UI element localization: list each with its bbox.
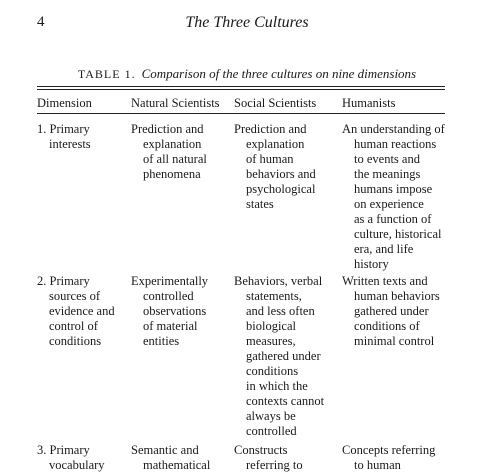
table-cell-line: culture, historical: [354, 227, 442, 241]
table-cell-line: entities: [143, 334, 180, 348]
table-header-rule: [37, 113, 445, 114]
table-cell-line: 3. Primary: [37, 443, 90, 457]
table-cell-line: human reactions: [354, 137, 437, 151]
table-cell-line: on experience: [354, 197, 424, 211]
table-cell-natural: [131, 122, 207, 182]
table-cell-dimension: [37, 122, 91, 152]
table-cell-line: minimal control: [354, 334, 435, 348]
table-cell-line: 1. Primary: [37, 122, 90, 136]
table-cell-line: An understanding of: [342, 122, 445, 136]
table-cell-line: the meanings: [354, 167, 421, 181]
table-cell-line: Experimentally: [131, 274, 209, 288]
table-cell-line: human behaviors: [354, 289, 440, 303]
table-cell-line: of human: [246, 152, 294, 166]
table-cell-natural: [131, 274, 208, 349]
table-cell-line: Written texts and: [342, 274, 428, 288]
table-cell-line: observations: [143, 304, 207, 318]
table-cell-line: vocabulary: [49, 458, 105, 472]
table-cell-line: Behaviors, verbal: [234, 274, 323, 288]
table-cell-social: [234, 274, 324, 439]
table-cell-line: explanation: [246, 137, 305, 151]
table-cell-line: to events and: [354, 152, 420, 166]
header-humanists: Humanists: [342, 96, 396, 110]
table-top-rule: [37, 86, 445, 87]
header-social-scientists: Social Scientists: [234, 96, 317, 110]
table-cell-line: always be: [246, 409, 296, 423]
table-cell-line: conditions: [246, 364, 299, 378]
table-cell-line: biological: [246, 319, 296, 333]
running-head: The Three Cultures: [185, 14, 309, 31]
table-cell-line: conditions of: [354, 319, 420, 333]
table-cell-line: gathered under: [354, 304, 429, 318]
table-cell-line: of material: [143, 319, 198, 333]
table-cell-social: [234, 122, 316, 212]
table-cell-line: statements,: [246, 289, 302, 303]
table-cell-line: as a function of: [354, 212, 432, 226]
table-cell-line: interests: [49, 137, 91, 151]
table-cell-line: in which the: [246, 379, 308, 393]
table-cell-line: gathered under: [246, 349, 321, 363]
table-cell-line: phenomena: [143, 167, 201, 181]
table-cell-line: evidence and: [49, 304, 115, 318]
table-cell-line: to human: [354, 458, 401, 472]
table-cell-line: Constructs: [234, 443, 288, 457]
table-cell-humanists: [342, 443, 435, 473]
table-cell-humanists: [342, 274, 440, 349]
table-cell-line: states: [246, 197, 274, 211]
table-cell-line: history: [354, 257, 389, 271]
table-cell-line: Prediction and: [234, 122, 307, 136]
table-cell-line: of all natural: [143, 152, 207, 166]
table-cell-line: humans impose: [354, 182, 433, 196]
table-cell-line: Semantic and: [131, 443, 199, 457]
table-caption-title: Comparison of the three cultures on nine dimensions: [141, 66, 417, 81]
table-cell-line: controlled: [143, 289, 194, 303]
table-cell-line: explanation: [143, 137, 202, 151]
table-cell-line: control of: [49, 319, 98, 333]
table-cell-line: referring to: [246, 458, 303, 472]
table-cell-line: sources of: [49, 289, 101, 303]
table-cell-line: conditions: [49, 334, 102, 348]
table-cell-natural: [131, 443, 210, 473]
table-cell-line: era, and life: [354, 242, 414, 256]
table-caption: [0, 66, 494, 82]
table-caption-label: TABLE 1.: [77, 67, 136, 81]
table-cell-dimension: [37, 274, 115, 349]
table-cell-line: psychological: [246, 182, 316, 196]
page-number: 4: [37, 14, 45, 30]
table-cell-line: Concepts referring: [342, 443, 436, 457]
table-cell-line: and less often: [246, 304, 315, 318]
header-dimension: Dimension: [37, 96, 92, 110]
table-top-rule-inner: [37, 89, 445, 90]
table-cell-social: [234, 443, 303, 473]
table-cell-line: mathematical: [143, 458, 211, 472]
table-cell-dimension: [37, 443, 105, 473]
table-cell-line: measures,: [246, 334, 296, 348]
header-natural-scientists: Natural Scientists: [131, 96, 220, 110]
table-cell-line: behaviors and: [246, 167, 316, 181]
table-cell-line: contexts cannot: [246, 394, 325, 408]
table-cell-line: controlled: [246, 424, 297, 438]
table-cell-humanists: [342, 122, 445, 272]
table-cell-line: Prediction and: [131, 122, 204, 136]
table-cell-line: 2. Primary: [37, 274, 90, 288]
